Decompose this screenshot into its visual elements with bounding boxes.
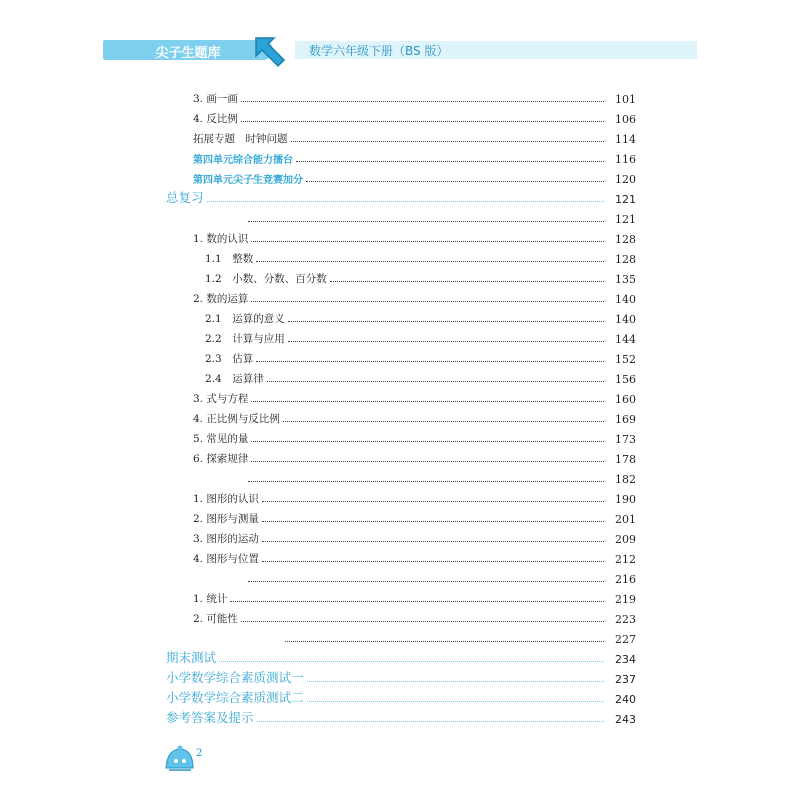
toc-entry[interactable]: 121 <box>245 206 636 226</box>
toc-entry[interactable]: 4. 反比例 106 <box>193 113 636 126</box>
toc-entry[interactable]: 4. 正比例与反比例 169 <box>193 413 636 426</box>
toc-chapter[interactable]: 小学数学综合素质测试二 240 <box>166 690 636 706</box>
toc-entry[interactable]: 2. 图形与测量 201 <box>193 513 636 526</box>
series-title: 尖子生题库 <box>155 46 221 61</box>
toc-entry[interactable]: 6. 探索规律 178 <box>193 453 636 466</box>
book-title: 数学六年级下册（BS 版） <box>309 44 449 58</box>
toc-chapter[interactable]: 小学数学综合素质测试一 237 <box>166 670 636 686</box>
toc-entry[interactable]: 3. 式与方程 160 <box>193 393 636 406</box>
toc-entry[interactable]: 第四单元尖子生竞赛加分 120 <box>193 173 636 186</box>
toc-chapter[interactable]: 总复习 121 <box>166 190 636 206</box>
page-footer <box>163 744 223 774</box>
toc-entry[interactable]: 182 <box>245 466 636 486</box>
toc-entry[interactable]: 216 <box>245 566 636 586</box>
cartoon-mascot-icon <box>163 744 197 774</box>
toc-subentry[interactable]: 2.1 运算的意义 140 <box>205 313 636 326</box>
toc-entry[interactable]: 2. 可能性 223 <box>193 613 636 626</box>
toc-entry[interactable]: 1. 图形的认识 190 <box>193 493 636 506</box>
toc-entry[interactable]: 227 <box>282 626 636 646</box>
toc-entry[interactable]: 3. 画一画 101 <box>193 93 636 106</box>
book-banner <box>295 41 697 59</box>
toc-subentry[interactable]: 2.3 估算 152 <box>205 353 636 366</box>
toc-entry[interactable]: 1. 数的认识 128 <box>193 233 636 246</box>
page-number: 2 <box>196 748 203 759</box>
toc-entry[interactable]: 3. 图形的运动 209 <box>193 533 636 546</box>
toc-subentry[interactable]: 2.4 运算律 156 <box>205 373 636 386</box>
arrow-up-left-icon <box>252 32 290 70</box>
toc-subentry[interactable]: 1.1 整数 128 <box>205 253 636 266</box>
toc-chapter[interactable]: 参考答案及提示 243 <box>166 710 636 726</box>
toc-entry[interactable]: 4. 图形与位置 212 <box>193 553 636 566</box>
toc-subentry[interactable]: 2.2 计算与应用 144 <box>205 333 636 346</box>
toc-entry[interactable]: 1. 统计 219 <box>193 593 636 606</box>
toc-subentry[interactable]: 1.2 小数、分数、百分数 135 <box>205 273 636 286</box>
toc-entry[interactable]: 2. 数的运算 140 <box>193 293 636 306</box>
toc-chapter[interactable]: 期末测试 234 <box>166 650 636 666</box>
toc-entry[interactable]: 拓展专题 时钟问题 114 <box>193 133 636 146</box>
series-banner <box>103 40 273 60</box>
toc-entry[interactable]: 5. 常见的量 173 <box>193 433 636 446</box>
toc-entry[interactable]: 第四单元综合能力擂台 116 <box>193 153 636 166</box>
